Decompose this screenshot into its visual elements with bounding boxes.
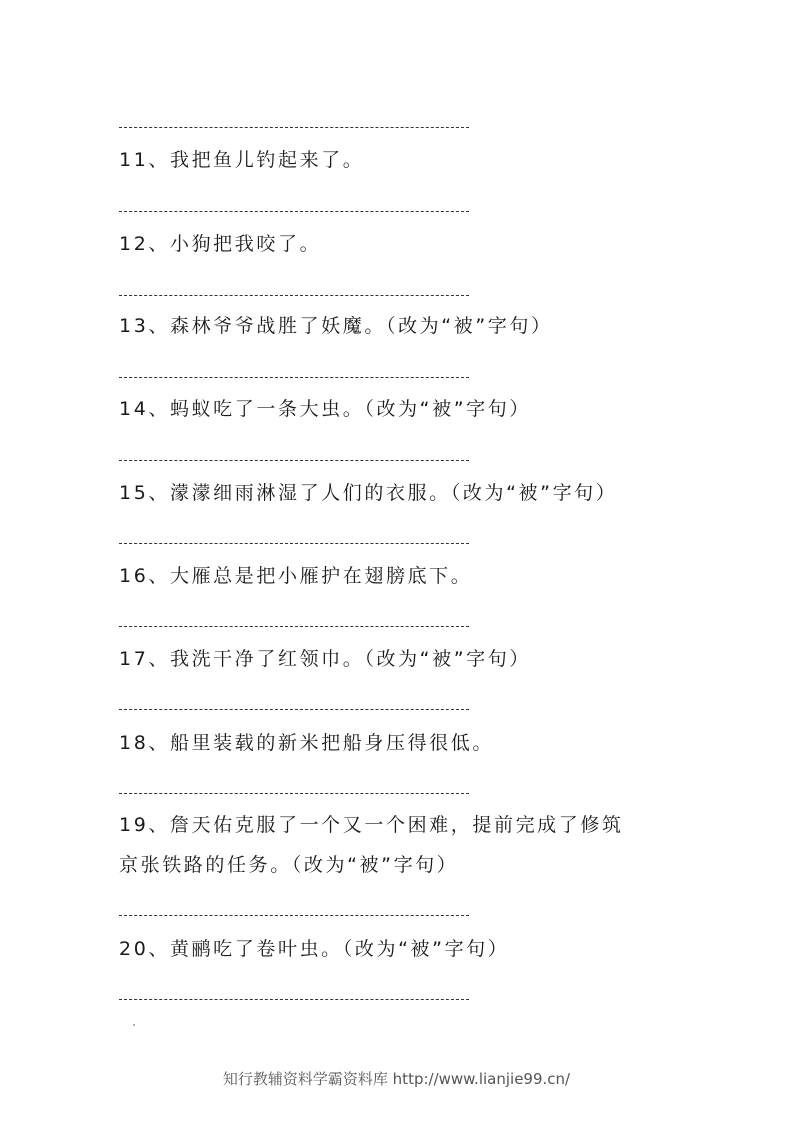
answer-blank-line <box>119 377 469 378</box>
question-text: 船里装载的新米把船身压得很低。 <box>169 732 494 754</box>
question-number: 14、 <box>119 398 170 420</box>
question-17 <box>119 647 531 671</box>
question-13 <box>119 314 553 338</box>
question-number: 19、 <box>119 814 170 836</box>
question-18 <box>119 731 494 755</box>
question-12 <box>119 232 321 256</box>
answer-blank-line <box>119 295 469 296</box>
question-14 <box>119 397 531 421</box>
question-text: 濛濛细雨淋湿了人们的衣服。（改为“被”字句） <box>169 482 618 504</box>
question-text: 森林爷爷战胜了妖魔。（改为“被”字句） <box>169 315 553 337</box>
answer-blank-line <box>119 543 469 544</box>
question-15 <box>119 481 617 505</box>
question-number: 15、 <box>119 482 170 504</box>
question-number: 12、 <box>119 233 170 255</box>
question-text: 大雁总是把小雁护在翅膀底下。 <box>169 565 473 587</box>
question-text: 詹天佑克服了一个又一个困难，提前完成了修筑 <box>169 814 624 836</box>
answer-blank-line <box>119 127 469 128</box>
answer-blank-line <box>119 211 469 212</box>
page-footer: 知行教辅资料学霸资料库 http://www.lianjie99.cn/ <box>222 1070 571 1088</box>
question-text: 京张铁路的任务。（改为“被”字句） <box>119 854 459 876</box>
question-number: 17、 <box>119 648 170 670</box>
question-16 <box>119 564 472 588</box>
answer-blank-line <box>119 793 469 794</box>
question-number: 20、 <box>119 938 170 960</box>
question-number: 16、 <box>119 565 170 587</box>
question-number: 18、 <box>119 732 170 754</box>
scan-speck <box>133 1024 135 1026</box>
answer-blank-line <box>119 915 469 916</box>
answer-blank-line <box>119 460 469 461</box>
question-19-continuation <box>119 853 458 877</box>
question-text: 我洗干净了红领巾。（改为“被”字句） <box>169 648 531 670</box>
question-number: 11、 <box>119 149 170 171</box>
answer-blank-line <box>119 999 469 1000</box>
answer-blank-line <box>119 626 469 627</box>
question-text: 黄鹂吃了卷叶虫。（改为“被”字句） <box>169 938 510 960</box>
question-text: 我把鱼儿钓起来了。 <box>169 149 365 171</box>
question-text: 小狗把我咬了。 <box>169 233 322 255</box>
question-number: 13、 <box>119 315 170 337</box>
answer-blank-line <box>119 709 469 710</box>
question-text: 蚂蚁吃了一条大虫。（改为“被”字句） <box>169 398 531 420</box>
question-19 <box>119 813 624 837</box>
question-20 <box>119 937 509 961</box>
question-11 <box>119 148 364 172</box>
